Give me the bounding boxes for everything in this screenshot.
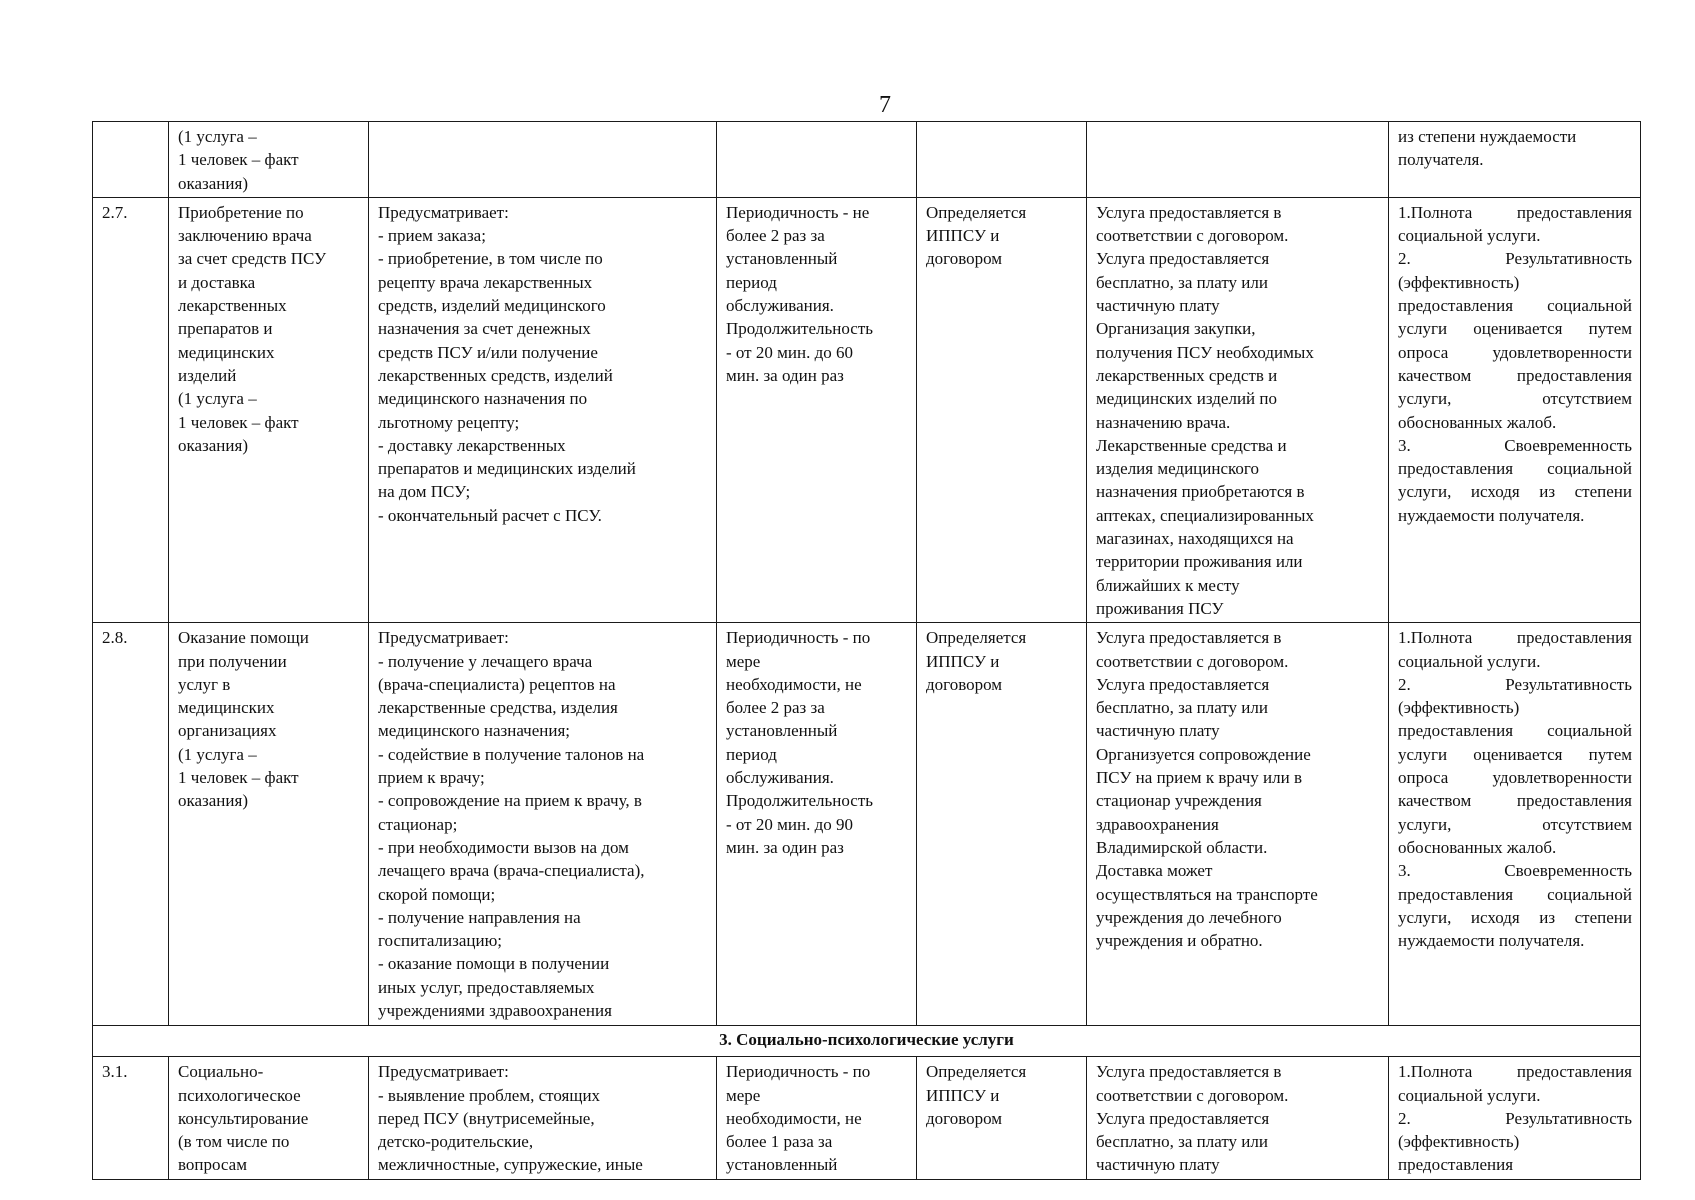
service-norms: Определяется ИППСУ и договором (917, 197, 1087, 622)
table-row (93, 122, 1641, 198)
table-row (93, 197, 1641, 622)
page-number: 7 (879, 92, 891, 118)
row-number: 2.8. (93, 623, 169, 1026)
service-name: Приобретение по заключению врача за счет средств ПСУ и доставка лекарственных препаратов и медицинских изделий (1 услуга – 1 человек – факт оказания) (169, 197, 369, 622)
service-timing: Периодичность - не более 2 раз за установленный период обслуживания. Продолжительность - от 20 мин. до 60 мин. за один раз (717, 197, 917, 622)
service-name: Социально- психологическое консультирование (в том числе по вопросам (169, 1057, 369, 1179)
service-norms: Определяется ИППСУ и договором (917, 623, 1087, 1026)
service-content: Предусматривает: - прием заказа; - приобретение, в том числе по рецепту врача лекарственных средств, изделий медицинского назначения за счет денежных средств ПСУ и/или получение лекарственных средств, изделий медицинского назначения по льготному рецепту; - доставку лекарственных препаратов и медицинских изделий на дом ПСУ; - окончательный расчет с ПСУ. (369, 197, 717, 622)
table-row (93, 623, 1641, 1026)
row-number (93, 122, 169, 198)
row-number: 3.1. (93, 1057, 169, 1179)
row-number: 2.7. (93, 197, 169, 622)
services-table (92, 121, 1641, 1180)
service-timing (717, 122, 917, 198)
service-conditions: Услуга предоставляется в соответствии с договором. Услуга предоставляется бесплатно, за плату или частичную плату (1087, 1057, 1389, 1179)
service-timing: Периодичность - по мере необходимости, не более 1 раза за установленный (717, 1057, 917, 1179)
service-name: Оказание помощи при получении услуг в медицинских организациях (1 услуга – 1 человек – факт оказания) (169, 623, 369, 1026)
service-content: Предусматривает: - получение у лечащего врача (врача-специалиста) рецептов на лекарственные средства, изделия медицинского назначения; - содействие в получение талонов на прием к врачу; - сопровождение на прием к врачу, в стационар; - при необходимости вызов на дом лечащего врача (врача-специалиста), скорой помощи; - получение направления на госпитализацию; - оказание помощи в получении иных услуг, предоставляемых учреждениями здравоохранения (369, 623, 717, 1026)
service-indicators: 1.Полнота предоставления социальной услуги. 2. Результативность (эффективность) предоставления социальной услуги оценивается путем опроса удовлетворенности качеством предоставления услуги, отсутствием обоснованных жалоб. 3. Своевременность предоставления социальной услуги, исходя из степени нуждаемости получателя. (1389, 623, 1641, 1026)
table-row (93, 1057, 1641, 1179)
service-content (369, 122, 717, 198)
service-indicators: 1.Полнота предоставления социальной услуги. 2. Результативность (эффективность) предоставления (1389, 1057, 1641, 1179)
service-indicators: из степени нуждаемости получателя. (1389, 122, 1641, 198)
section-heading: 3. Социально-психологические услуги (93, 1026, 1641, 1057)
service-content: Предусматривает: - выявление проблем, стоящих перед ПСУ (внутрисемейные, детско-родительские, межличностные, супружеские, иные (369, 1057, 717, 1179)
service-conditions: Услуга предоставляется в соответствии с договором. Услуга предоставляется бесплатно, за плату или частичную плату Организация закупки, получения ПСУ необходимых лекарственных средств и медицинских изделий по назначению врача. Лекарственные средства и изделия медицинского назначения приобретаются в аптеках, специализированных магазинах, находящихся на территории проживания или ближайших к месту проживания ПСУ (1087, 197, 1389, 622)
service-conditions (1087, 122, 1389, 198)
section-heading-row (93, 1026, 1641, 1057)
service-norms: Определяется ИППСУ и договором (917, 1057, 1087, 1179)
service-name: (1 услуга – 1 человек – факт оказания) (169, 122, 369, 198)
service-timing: Периодичность - по мере необходимости, не более 2 раз за установленный период обслуживания. Продолжительность - от 20 мин. до 90 мин. за один раз (717, 623, 917, 1026)
service-conditions: Услуга предоставляется в соответствии с договором. Услуга предоставляется бесплатно, за плату или частичную плату Организуется сопровождение ПСУ на прием к врачу или в стационар учреждения здравоохранения Владимирской области. Доставка может осуществляться на транспорте учреждения до лечебного учреждения и обратно. (1087, 623, 1389, 1026)
service-norms (917, 122, 1087, 198)
service-indicators: 1.Полнота предоставления социальной услуги. 2. Результативность (эффективность) предоставления социальной услуги оценивается путем опроса удовлетворенности качеством предоставления услуги, отсутствием обоснованных жалоб. 3. Своевременность предоставления социальной услуги, исходя из степени нуждаемости получателя. (1389, 197, 1641, 622)
